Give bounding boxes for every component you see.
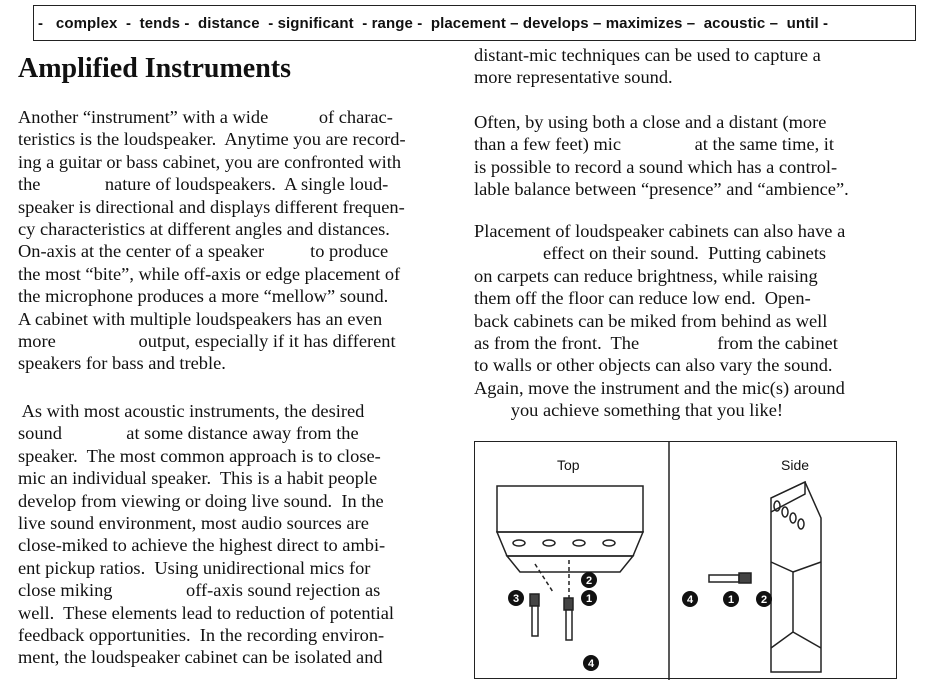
microphone-1 <box>564 598 573 640</box>
paragraph-cabinet-placement <box>474 220 845 422</box>
top-view-label: Top <box>557 457 580 473</box>
marker-2-side <box>756 591 772 607</box>
svg-text:2: 2 <box>585 575 593 587</box>
text-line: on carpets can reduce brightness, while raising <box>474 265 818 286</box>
mic-placement-diagram <box>474 441 897 679</box>
text-line: well. These elements lead to reduction of potential <box>18 602 395 623</box>
microphone-3 <box>530 594 539 636</box>
text-line: the microphone produces a more “mellow” sound. <box>18 286 389 307</box>
text-line: close miking off-axis sound rejection as <box>18 580 381 601</box>
text-line: speaker. The most common approach is to close- <box>18 445 381 466</box>
text-line: lable balance between “presence” and “ambience”. <box>474 179 849 200</box>
text-line: teristics is the loudspeaker. Anytime you are record- <box>18 129 406 150</box>
text-line: more representative sound. <box>474 67 673 88</box>
text-line: feedback opportunities. In the recording environ- <box>18 624 385 645</box>
marker-4-side <box>682 591 698 607</box>
svg-text:1: 1 <box>727 594 735 606</box>
paragraph-close-miking <box>18 400 394 669</box>
svg-text:4: 4 <box>686 594 694 606</box>
text-line: ent pickup ratios. Using unidirectional mics for <box>18 557 371 578</box>
text-line: to walls or other objects can also vary the sound. <box>474 355 833 376</box>
text-line: Placement of loudspeaker cabinets can also have a <box>474 221 846 241</box>
text-line: effect on their sound. Putting cabinets <box>474 243 827 264</box>
word-bank: - complex - tends - distance - significant - range - placement – develops – maximizes – acoustic – until - <box>33 5 916 41</box>
text-line: cy characteristics at different angles and distances. <box>18 218 390 239</box>
text-line: Often, by using both a close and a distant (more <box>474 112 827 132</box>
marker-1-side <box>723 591 739 607</box>
text-line: them off the floor can reduce low end. Open- <box>474 288 811 309</box>
text-line: A cabinet with multiple loudspeakers has an even <box>18 308 383 329</box>
marker-1-top <box>581 590 597 606</box>
text-line: than a few feet) mic at the same time, it <box>474 134 835 155</box>
text-line: speaker is directional and displays different frequen- <box>18 196 405 217</box>
marker-3-top <box>508 590 524 606</box>
text-line: ing a guitar or bass cabinet, you are confronted with <box>18 151 402 172</box>
paragraph-close-and-distant <box>474 111 849 201</box>
text-line: more output, especially if it has different <box>18 330 396 351</box>
mic-placement-illustration <box>475 442 898 680</box>
cabinet-side-view <box>771 482 821 672</box>
side-view-label: Side <box>781 457 810 473</box>
text-line: On-axis at the center of a speaker to produce <box>18 241 389 262</box>
text-line: distant-mic techniques can be used to capture a <box>474 45 821 65</box>
svg-text:1: 1 <box>585 593 593 605</box>
text-line: develop from viewing or doing live sound. In the <box>18 490 384 511</box>
text-line: is possible to record a sound which has a control- <box>474 156 838 177</box>
marker-2-top <box>581 572 597 588</box>
text-line: mic an individual speaker. This is a habit people <box>18 468 378 489</box>
text-line: ment, the loudspeaker cabinet can be isolated and <box>18 647 383 668</box>
text-line: the most “bite”, while off-axis or edge placement of <box>18 263 401 284</box>
text-line: sound at some distance away from the <box>18 423 359 444</box>
marker-4-top <box>583 655 599 671</box>
text-line: you achieve something that you like! <box>474 400 783 421</box>
paragraph-distant-mic <box>474 44 821 89</box>
text-line: close-miked to achieve the highest direct to ambi- <box>18 535 386 556</box>
page-title: Amplified Instruments <box>18 53 292 84</box>
text-line: live sound environment, most audio sources are <box>18 512 369 533</box>
text-line: speakers for bass and treble. <box>18 353 226 374</box>
text-line: back cabinets can be miked from behind as well <box>474 310 828 331</box>
text-line: Again, move the instrument and the mic(s) around <box>474 377 845 398</box>
text-line: As with most acoustic instruments, the desired <box>18 401 365 421</box>
svg-text:2: 2 <box>760 594 768 606</box>
paragraph-loudspeaker-characteristics <box>18 106 406 375</box>
svg-text:4: 4 <box>587 658 595 670</box>
text-line: as from the front. The from the cabinet <box>474 332 838 353</box>
text-line: the nature of loudspeakers. A single loud- <box>18 174 389 195</box>
microphone-side <box>709 573 751 583</box>
svg-text:3: 3 <box>512 593 520 605</box>
text-line: Another “instrument” with a wide of charac- <box>18 107 393 127</box>
